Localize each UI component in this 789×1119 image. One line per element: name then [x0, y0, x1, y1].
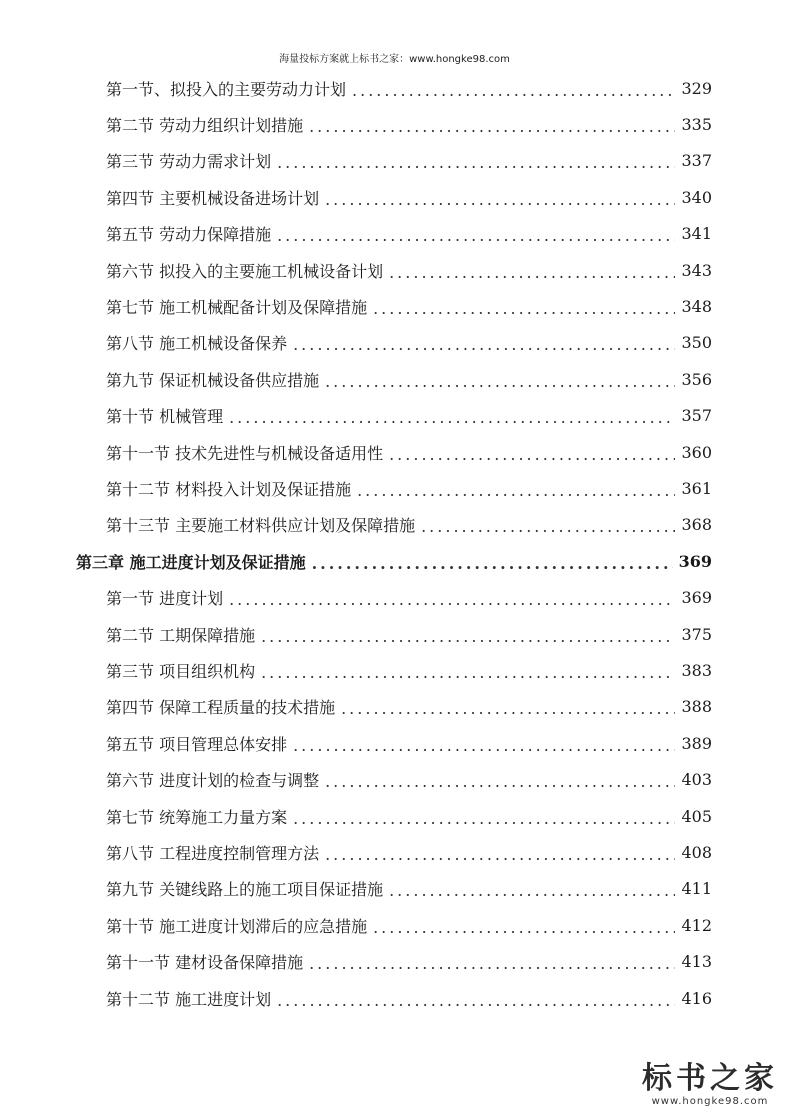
toc-section-entry: [106, 70, 712, 106]
toc-section-entry: [106, 470, 712, 506]
toc-entry-page: 412: [681, 915, 712, 935]
toc-leader-dots: [389, 263, 675, 282]
toc-leader-dots: [293, 809, 675, 828]
toc-entry-page: 348: [681, 296, 712, 316]
toc-entry-page: 388: [681, 697, 712, 717]
toc-leader-dots: [229, 408, 675, 427]
toc-section-entry: [106, 834, 712, 870]
toc-entry-title: 第三节 劳动力需求计划: [106, 152, 272, 172]
toc-entry-title: 第十一节 建材设备保障措施: [106, 953, 304, 973]
toc-entry-title: 第八节 施工机械设备保养: [106, 334, 288, 354]
toc-section-entry: [106, 143, 712, 179]
toc-section-entry: [106, 580, 712, 616]
toc-entry-page: 337: [681, 151, 712, 171]
toc-leader-dots: [293, 335, 675, 354]
toc-entry-title: 第六节 拟投入的主要施工机械设备计划: [106, 261, 384, 281]
toc-entry-title: 第十一节 技术先进性与机械设备适用性: [106, 443, 384, 463]
toc-leader-dots: [325, 190, 675, 209]
toc-entry-page: 369: [678, 551, 712, 571]
toc-section-entry: [106, 325, 712, 361]
toc-leader-dots: [325, 772, 675, 791]
toc-section-entry: [106, 288, 712, 324]
toc-entry-page: 369: [681, 588, 712, 608]
toc-entry-page: 350: [681, 333, 712, 353]
page-header: 海量投标方案就上标书之家：www.hongke98.com: [279, 54, 510, 65]
toc-section-entry: [106, 179, 712, 215]
toc-leader-dots: [277, 153, 675, 172]
toc-section-entry: [106, 398, 712, 434]
toc-entry-title: 第十节 机械管理: [106, 407, 224, 427]
toc-entry-page: 368: [681, 515, 712, 535]
toc-entry-page: 403: [681, 770, 712, 790]
toc-leader-dots: [325, 372, 675, 391]
toc-entry-title: 第八节 工程进度控制管理方法: [106, 843, 320, 863]
toc-leader-dots: [352, 81, 675, 100]
toc-section-entry: [106, 798, 712, 834]
toc-entry-title: 第十节 施工进度计划滞后的应急措施: [106, 916, 368, 936]
toc-entry-title: 第九节 关键线路上的施工项目保证措施: [106, 880, 384, 900]
toc-entry-title: 第七节 统筹施工力量方案: [106, 807, 288, 827]
toc-section-entry: [106, 652, 712, 688]
toc-entry-page: 360: [681, 442, 712, 462]
toc-entry-page: 389: [681, 733, 712, 753]
toc-leader-dots: [341, 699, 675, 718]
toc-leader-dots: [357, 481, 675, 500]
toc-entry-page: 340: [681, 187, 712, 207]
toc-section-entry: [106, 361, 712, 397]
toc-entry-title: 第二节 劳动力组织计划措施: [106, 115, 304, 135]
toc-entry-page: 343: [681, 260, 712, 280]
toc-entry-page: 357: [681, 406, 712, 426]
toc-entry-page: 356: [681, 369, 712, 389]
logo-url: www.hongke98.com: [651, 1096, 769, 1107]
toc-entry-page: 413: [681, 952, 712, 972]
toc-leader-dots: [373, 918, 675, 937]
toc-section-entry: [106, 507, 712, 543]
toc-entry-title: 第一节 进度计划: [106, 589, 224, 609]
toc-leader-dots: [389, 445, 675, 464]
toc-section-entry: [106, 434, 712, 470]
toc-entry-title: 第十三节 主要施工材料供应计划及保障措施: [106, 516, 416, 536]
toc-section-entry: [106, 871, 712, 907]
toc-chapter-entry: [76, 543, 712, 579]
toc-section-entry: [106, 216, 712, 252]
toc-entry-page: 335: [681, 114, 712, 134]
toc-entry-title: 第七节 施工机械配备计划及保障措施: [106, 297, 368, 317]
logo-text: 标书之家: [642, 1061, 778, 1096]
toc-entry-page: 375: [681, 624, 712, 644]
toc-entry-title: 第一节、拟投入的主要劳动力计划: [106, 79, 347, 99]
toc-entry-page: 341: [681, 224, 712, 244]
toc-entry-title: 第六节 进度计划的检查与调整: [106, 771, 320, 791]
toc-entry-title: 第三节 项目组织机构: [106, 661, 256, 681]
toc-section-entry: [106, 944, 712, 980]
toc-entry-title: 第四节 保障工程质量的技术措施: [106, 698, 336, 718]
toc-leader-dots: [229, 590, 675, 609]
toc-entry-page: 383: [681, 660, 712, 680]
toc-leader-dots: [277, 991, 675, 1010]
toc-leader-dots: [309, 117, 675, 136]
toc-leader-dots: [373, 299, 675, 318]
toc-leader-dots: [312, 554, 673, 573]
toc-entry-title: 第四节 主要机械设备进场计划: [106, 188, 320, 208]
toc-section-entry: [106, 980, 712, 1016]
watermark-logo: [640, 1062, 780, 1107]
toc-leader-dots: [325, 845, 675, 864]
toc-section-entry: [106, 725, 712, 761]
toc-leader-dots: [389, 881, 675, 900]
toc-entry-title: 第五节 劳动力保障措施: [106, 225, 272, 245]
toc-entry-page: 411: [681, 879, 712, 899]
toc-section-entry: [106, 106, 712, 142]
toc-leader-dots: [293, 736, 675, 755]
toc-entry-title: 第十二节 材料投入计划及保证措施: [106, 479, 352, 499]
toc-section-entry: [106, 689, 712, 725]
toc-entry-title: 第三章 施工进度计划及保证措施: [76, 552, 306, 572]
toc-section-entry: [106, 616, 712, 652]
toc-section-entry: [106, 252, 712, 288]
toc-entry-title: 第九节 保证机械设备供应措施: [106, 370, 320, 390]
toc-entry-title: 第五节 项目管理总体安排: [106, 734, 288, 754]
toc-leader-dots: [277, 226, 675, 245]
toc-entry-page: 361: [681, 478, 712, 498]
toc-entry-title: 第十二节 施工进度计划: [106, 989, 272, 1009]
toc-entry-title: 第二节 工期保障措施: [106, 625, 256, 645]
toc-leader-dots: [421, 517, 675, 536]
toc-leader-dots: [309, 954, 675, 973]
toc-leader-dots: [261, 663, 675, 682]
toc-section-entry: [106, 907, 712, 943]
toc-section-entry: [106, 762, 712, 798]
toc-entry-page: 405: [681, 806, 712, 826]
toc-entry-page: 408: [681, 842, 712, 862]
toc-entry-page: 416: [681, 988, 712, 1008]
toc-leader-dots: [261, 627, 675, 646]
toc-entry-page: 329: [681, 78, 712, 98]
